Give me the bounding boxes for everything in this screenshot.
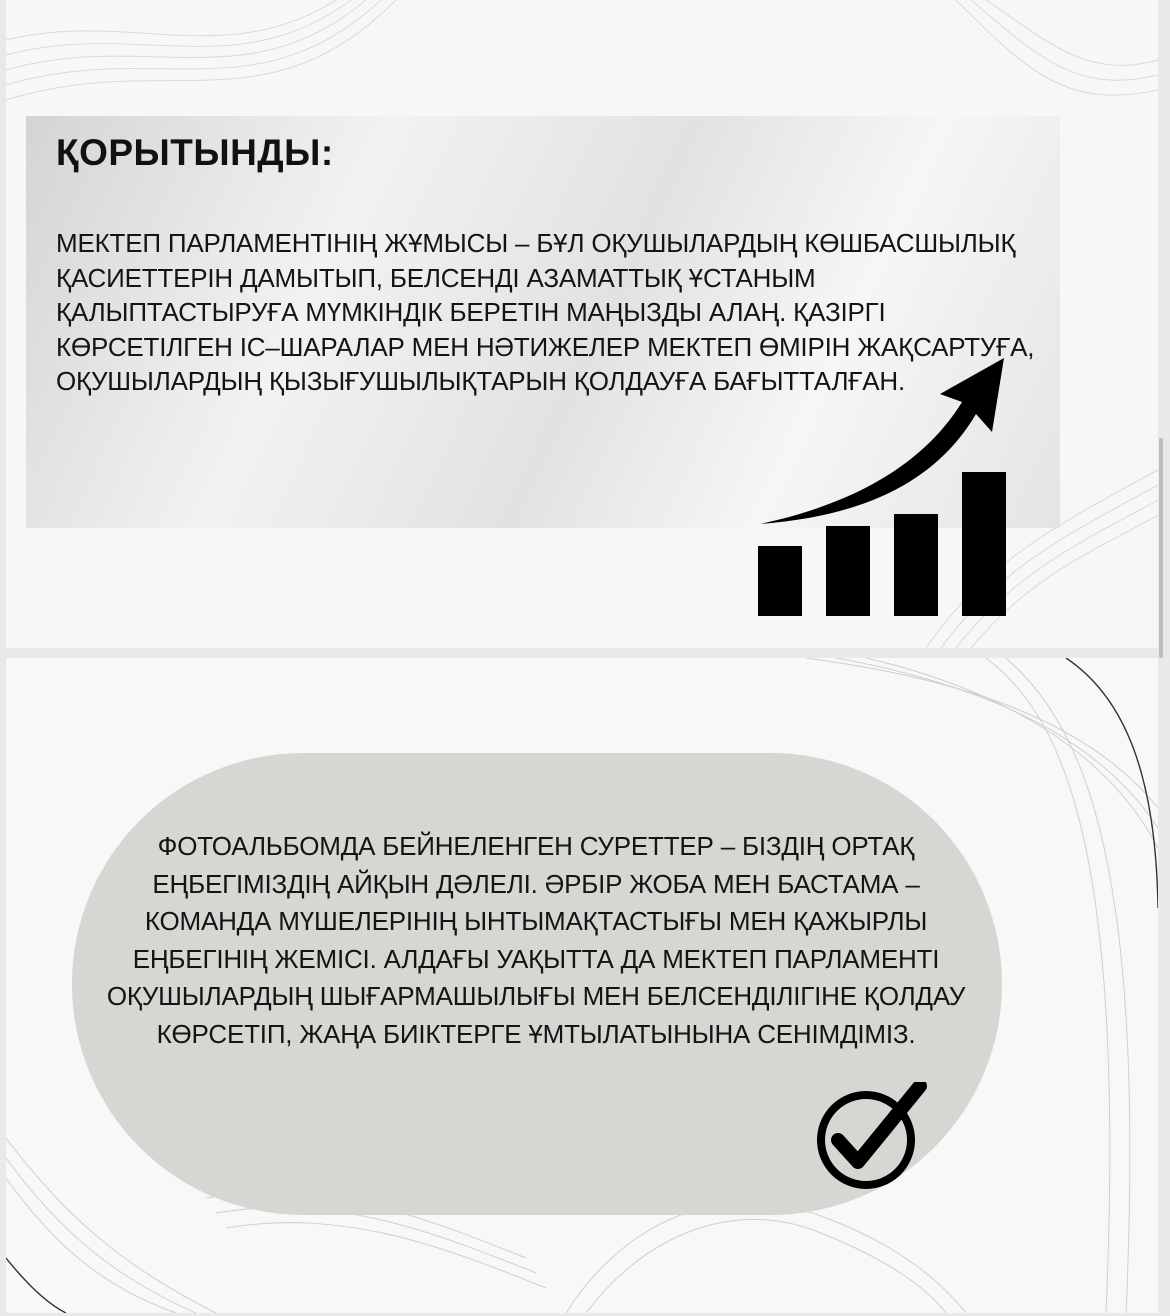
slide-closing: [6, 658, 1158, 1313]
closing-paragraph: ФОТОАЛЬБОМДА БЕЙНЕЛЕНГЕН СУРЕТТЕР – БІЗДІҢ ОРТАҚ ЕҢБЕГІМІЗДІҢ АЙҚЫН ДӘЛЕЛІ. ӘРБІР ЖОБА МЕН БАСТАМА – КОМАНДА МҮШЕЛЕРІНІҢ ЫНТЫМАҚТАСТЫҒЫ МЕН ҚАЖЫРЛЫ ЕҢБЕГІНІҢ ЖЕМІСІ. АЛДАҒЫ УАҚЫТТА ДА МЕКТЕП ПАРЛАМЕНТІ ОҚУШЫЛАРДЫҢ ШЫҒАРМАШЫЛЫҒЫ МЕН БЕЛСЕНДІЛІГІНЕ ҚОЛДАУ КӨРСЕТІП, ЖАҢА БИІКТЕРГЕ ҰМТЫЛАТЫНЫНА СЕНІМДІМІЗ.: [106, 831, 966, 1049]
slide-conclusion: [6, 0, 1158, 648]
growth-chart-icon: [754, 354, 1012, 620]
scrollbar-thumb[interactable]: [1159, 438, 1163, 658]
conclusion-title: ҚОРЫТЫНДЫ:: [56, 132, 334, 173]
checkmark-circle-icon: [808, 1082, 928, 1192]
conclusion-paragraph: МЕКТЕП ПАРЛАМЕНТІНІҢ ЖҰМЫСЫ – БҰЛ ОҚУШЫЛАРДЫҢ КӨШБАСШЫЛЫҚ ҚАСИЕТТЕРІН ДАМЫТЫП, БЕЛСЕНДІ АЗАМАТТЫҚ ҰСТАНЫМ ҚАЛЫПТАСТЫРУҒА МҮМКІНДІК БЕРЕТІН МАҢЫЗДЫ АЛАҢ. ҚАЗІРГІ КӨРСЕТІЛГЕН ІС–ШАРАЛАР МЕН НӘТИЖЕЛЕР МЕКТЕП ӨМІРІН ЖАҚСАРТУҒА, ОҚУШЫЛАРДЫҢ ҚЫЗЫҒУШЫЛЫҚТАРЫН ҚОЛДАУҒА БАҒЫТТАЛҒАН.: [56, 228, 1035, 396]
